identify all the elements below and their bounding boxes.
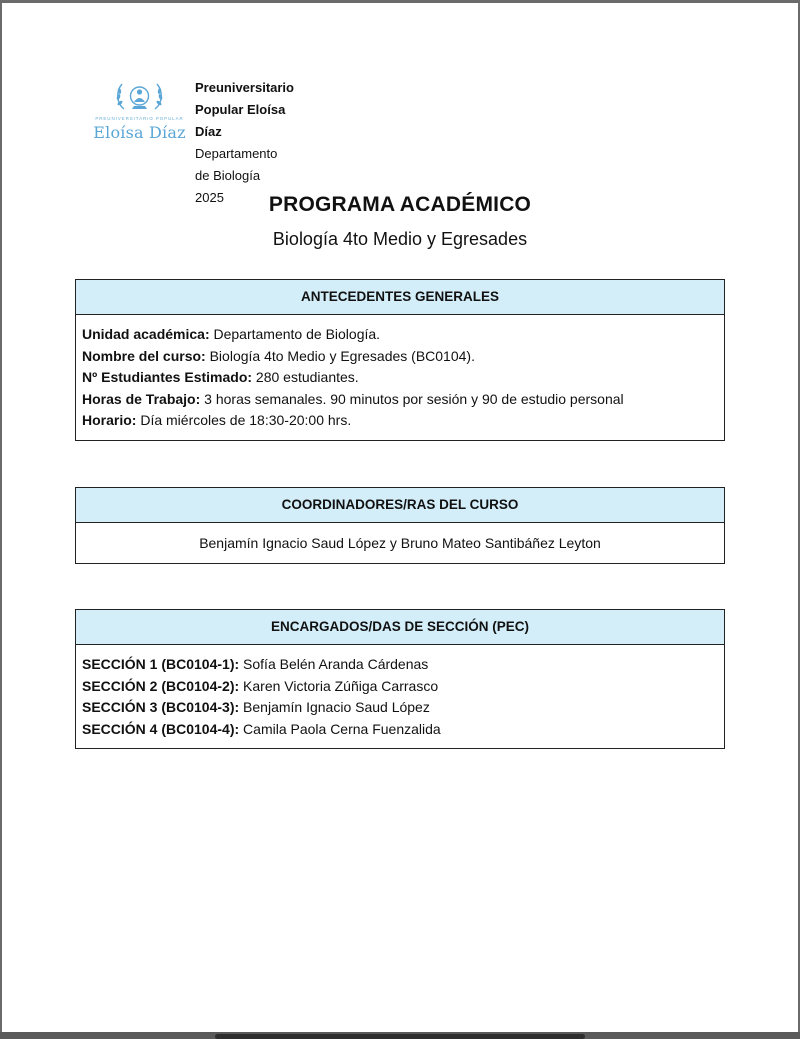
sections-heading: ENCARGADOS/DAS DE SECCIÓN (PEC) [76,610,724,645]
logo-subtitle: PREUNIVERSITARIO POPULAR [95,116,184,121]
institution-name: Preuniversitario Popular Eloísa Díaz [195,80,294,139]
info-row [82,367,718,389]
header-text [195,77,294,209]
info-row [82,324,718,346]
info-label: Nombre del curso: [82,347,206,364]
page-subtitle: Biología 4to Medio y Egresades [272,229,528,249]
section-label: SECCIÓN 4 (BC0104-4): [82,720,240,737]
sections-box [75,609,725,749]
section-value: Camila Paola Cerna Fuenzalida [239,720,441,737]
general-info-body [76,315,724,440]
horizontal-scrollbar[interactable] [215,1034,585,1039]
section-value: Benjamín Ignacio Saud López [239,699,430,715]
section-value: Sofía Belén Aranda Cárdenas [239,656,429,672]
sections-body [76,645,724,748]
coordinators-box [75,487,725,564]
info-row [82,346,718,368]
department-name: Departamento de Biología [195,146,278,183]
general-info-box [75,279,725,441]
info-label: Nº Estudiantes Estimado: [82,369,253,385]
coordinators-heading: COORDINADORES/RAS DEL CURSO [76,488,724,523]
general-info-heading: ANTECEDENTES GENERALES [76,280,724,315]
document-page [2,3,798,1032]
section-label: SECCIÓN 2 (BC0104-2): [82,677,240,694]
section-row [82,719,718,741]
info-value: 3 horas semanales. 90 minutos por sesión y 90 de estudio personal [200,390,624,407]
year: 2025 [195,190,224,205]
info-row [82,410,718,432]
info-row [82,389,718,411]
section-row [82,676,718,698]
info-label: Horas de Trabajo: [82,390,201,407]
logo-name: Eloísa Díaz [93,123,186,142]
section-value: Karen Victoria Zúñiga Carrasco [239,677,439,694]
section-row [82,697,718,719]
section-label: SECCIÓN 3 (BC0104-3): [82,699,240,715]
info-value: Departamento de Biología. [209,326,381,342]
laurel-crest-icon [92,79,187,115]
page-title: PROGRAMA ACADÉMICO [268,193,532,216]
section-label: SECCIÓN 1 (BC0104-1): [82,656,240,672]
info-value: 280 estudiantes. [252,369,359,385]
section-row [82,654,718,676]
coordinators-names: Benjamín Ignacio Saud López y Bruno Mateo Santibáñez Leyton [199,535,601,551]
info-value: Día miércoles de 18:30-20:00 hrs. [136,412,352,428]
info-label: Horario: [82,412,137,428]
institution-logo [92,79,187,141]
info-label: Unidad académica: [82,326,210,342]
info-value: Biología 4to Medio y Egresades (BC0104). [205,347,475,364]
